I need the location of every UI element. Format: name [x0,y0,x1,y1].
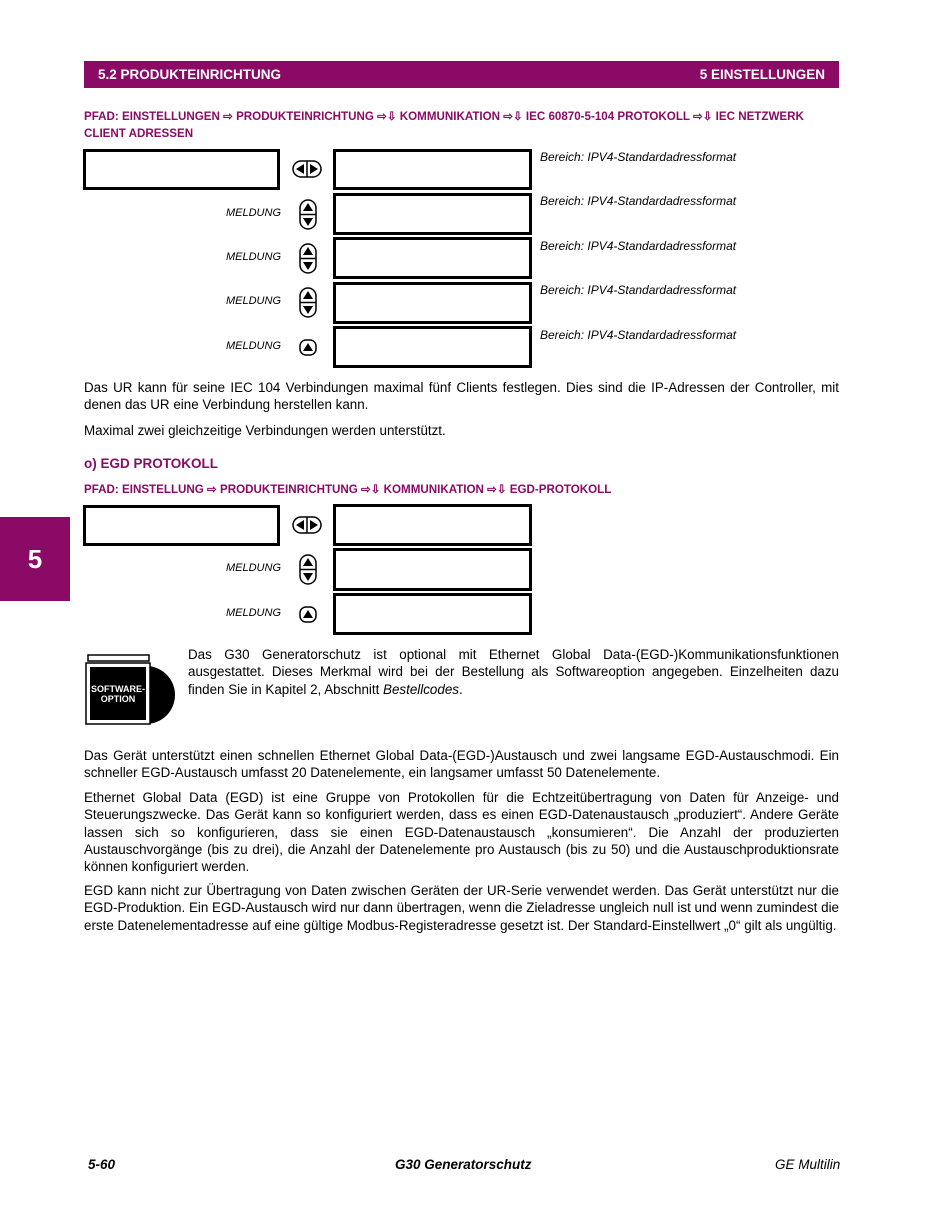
client-address-range: Bereich: IPV4-Standardadressformat [540,328,737,342]
section-header-left: 5.2 PRODUKTEINRICHTUNG [98,67,282,82]
left-right-arrow-keys-icon [292,160,322,178]
path-iec-network: PFAD: EINSTELLUNGEN ⇨ PRODUKTEINRICHTUNG ⇨⇩ KOMMUNIKATION ⇨⇩ IEC 60870-5-104 PROTOKOLL ⇨⇩ IEC NETZWERK CLIENT ADRESSEN [84,110,804,140]
client-address-label [340,231,525,235]
paragraph-egd-exchange: Das Gerät unterstützt einen schnellen Ethernet Global Data-(EGD-)Austausch und zwei langsame EGD-Austauschmodi. Ein schneller EGD-Austausch umfasst 20 Datenelemente, ein langsamer umfasst 50 Datenelemente. [84,748,839,781]
client-address-label [340,320,525,324]
left-right-arrow-keys-icon [292,516,322,534]
up-down-arrow-keys-icon [299,243,317,274]
client-address-label [340,275,525,279]
chapter-tab: 5 [0,517,70,601]
client-address-range: Bereich: IPV4-Standardadressformat [540,283,737,297]
client-address-3-box [333,237,532,279]
meldung-label: MELDUNG [226,251,282,263]
software-option-label: SOFTWARE- [91,684,145,694]
bullet-icon [340,589,348,591]
egd-slow-exchange-2-box [333,593,532,635]
up-down-arrow-keys-icon [299,199,317,230]
up-arrow-key-icon [299,606,317,623]
software-option-text-end: . [458,681,463,697]
paragraph-egd-limitations: EGD kann nicht zur Übertragung von Daten zwischen Geräten der UR-Serie verwendet werden. Das Gerät unterstützt nur die EGD-Produktion. Ein EGD-Austausch wird nur dann übertragen, wenn die Zieladresse ungleich null ist und wenn zumindest die erste Datenelementadresse auf eine gültige Modbus-Registeradresse gesetzt ist. Der Standard-Einstellwert „0“ gilt als ungültig. [84,883,839,933]
footer-company: GE Multilin [775,1157,841,1172]
client-address-5-box [333,326,532,368]
up-down-arrow-keys-icon [299,287,317,318]
paragraph-egd-definition: Ethernet Global Data (EGD) ist eine Gruppe von Protokollen für die Echtzeitübertragung von Daten für Anzeige- und Steuerungszwecke. Das Gerät kann so konfiguriert werden, dass es einen EGD-Datenaustausch „produziert“. Andere Geräte lassen sich so konfigurieren, dass sie einen EGD-Datenaustausch „konsumieren“. Die Anzahl der produzierten Austauschvorgänge (bis zu drei), die Anzahl der Datenelemente pro Austausch (bis zu 50) und die Austauschproduktionsrate können konfiguriert werden. [84,790,839,875]
egd-item-line [357,587,492,591]
client-address-range: Bereich: IPV4-Standardadressformat [540,150,737,164]
paragraph-software-option [188,646,839,698]
footer-page-number: 5-60 [88,1157,116,1172]
client-address-4-box [333,282,532,324]
section-heading-egd: o) EGD PROTOKOLL [84,456,218,471]
up-down-arrow-keys-icon [299,554,317,585]
client-address-2-box [333,193,532,235]
menu-line [107,544,210,546]
bullet-icon [340,634,348,635]
client-address-range: Bereich: IPV4-Standardadressformat [540,194,737,208]
software-option-icon [84,652,178,726]
section-header-bar [84,61,839,88]
egd-item-line [357,632,492,635]
egd-slow-exchange-1-box [333,548,532,591]
menu-line [107,188,202,190]
software-option-text: Das G30 Generatorschutz ist optional mit Ethernet Global Data-(EGD-)Kommunikationsfunktionen ausgestattet. Dieses Merkmal wird bei der Bestellung als Softwareoption angegeben. Einzelheiten dazu finden Sie in Kapitel 2, Abschnitt [188,647,839,697]
client-address-label [340,187,525,190]
paragraph-connections: Maximal zwei gleichzeitige Verbindungen werden unterstützt. [84,423,446,438]
meldung-label: MELDUNG [226,607,282,619]
software-option-reference: Bestellcodes [383,681,459,697]
meldung-label: MELDUNG [226,562,282,574]
meldung-label: MELDUNG [226,207,282,219]
menu-egd-box [83,505,280,546]
client-address-label [340,364,525,368]
up-arrow-key-icon [299,339,317,356]
footer-product-name: G30 Generatorschutz [395,1157,532,1172]
paragraph-clients: Das UR kann für seine IEC 104 Verbindungen maximal fünf Clients festlegen. Dies sind die IP-Adressen der Controller, mit denen das UR eine Verbindung herstellen kann. [84,380,839,413]
software-option-label: OPTION [100,694,136,704]
meldung-label: MELDUNG [226,340,282,352]
menu-iec-network-box [83,149,280,190]
path-egd: PFAD: EINSTELLUNG ⇨ PRODUKTEINRICHTUNG ⇨⇩ KOMMUNIKATION ⇨⇩ EGD-PROTOKOLL [84,483,612,496]
client-address-1-box [333,149,532,190]
bullet-icon [340,545,348,546]
section-header-right: 5 EINSTELLUNGEN [699,67,825,82]
egd-item-line [357,543,484,546]
egd-fast-exchange-box [333,504,532,546]
client-address-range: Bereich: IPV4-Standardadressformat [540,239,737,253]
meldung-label: MELDUNG [226,295,282,307]
